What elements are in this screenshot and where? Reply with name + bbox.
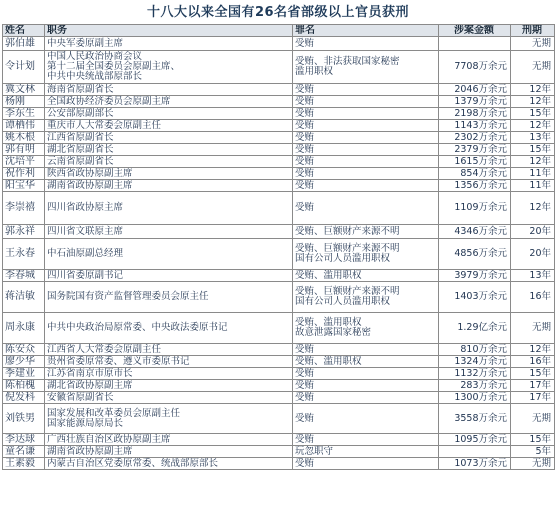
cell-position: 江苏省南京市原市长 [45,368,293,380]
cell-name: 阳宝华 [3,180,45,192]
cell-amount: 810万余元 [439,344,511,356]
cell-position: 湖南省政协原副主席 [45,446,293,458]
cell-term: 11年 [511,168,555,180]
cell-crime: 受贿 [293,392,439,404]
cell-name: 李东生 [3,108,45,120]
cell-amount: 1109万余元 [439,192,511,225]
cell-crime: 受贿 [293,180,439,192]
table-row [3,368,555,380]
cell-amount: 4856万余元 [439,239,511,270]
cell-term: 20年 [511,239,555,270]
cell-term: 12年 [511,120,555,132]
cell-crime: 受贿 [293,108,439,120]
cell-term: 16年 [511,356,555,368]
cell-crime: 受贿、巨额财产来源不明 国有公司人员滥用职权 [293,282,439,313]
document-sheet [2,1,554,470]
table-row [3,239,555,270]
cell-crime: 受贿 [293,37,439,51]
cell-amount: 1324万余元 [439,356,511,368]
cell-position: 中共中央政治局原常委、中央政法委原书记 [45,313,293,344]
cell-crime: 受贿 [293,404,439,434]
header-crime: 罪名 [293,25,439,37]
table-row [3,458,555,470]
cell-term: 12年 [511,84,555,96]
cell-position: 湖北省原副省长 [45,144,293,156]
cell-term: 无期 [511,458,555,470]
cell-position: 内蒙古自治区党委原常委、统战部原部长 [45,458,293,470]
cell-name: 李春城 [3,270,45,282]
cell-position: 广西壮族自治区政协原副主席 [45,434,293,446]
table-row [3,270,555,282]
table-row [3,168,555,180]
cell-name: 令计划 [3,51,45,84]
cell-position: 江西省原副省长 [45,132,293,144]
cell-crime: 受贿 [293,168,439,180]
cell-term: 11年 [511,180,555,192]
cell-term: 无期 [511,313,555,344]
cell-crime: 受贿、滥用职权 [293,356,439,368]
cell-term: 17年 [511,380,555,392]
cell-amount: 1132万余元 [439,368,511,380]
cell-crime: 受贿 [293,344,439,356]
cell-position: 中石油原副总经理 [45,239,293,270]
cell-crime: 玩忽职守 [293,446,439,458]
cell-term: 16年 [511,282,555,313]
cell-name: 谭栖伟 [3,120,45,132]
table-row [3,144,555,156]
table-row [3,37,555,51]
cell-name: 郭伯雄 [3,37,45,51]
cell-position: 云南省原副省长 [45,156,293,168]
cell-position: 全国政协经济委员会原副主席 [45,96,293,108]
cell-crime: 受贿 [293,192,439,225]
header-position: 职务 [45,25,293,37]
cell-amount: 2379万余元 [439,144,511,156]
cell-term: 15年 [511,108,555,120]
officials-table [2,24,555,470]
cell-term: 20年 [511,225,555,239]
cell-amount: 7708万余元 [439,51,511,84]
cell-name: 李崇禧 [3,192,45,225]
table-row [3,108,555,120]
cell-name: 冀文林 [3,84,45,96]
cell-position: 湖北省政协原副主席 [45,380,293,392]
cell-name: 沈培平 [3,156,45,168]
cell-term: 15年 [511,434,555,446]
cell-position: 陕西省政协原副主席 [45,168,293,180]
cell-amount: 3979万余元 [439,270,511,282]
cell-crime: 受贿 [293,120,439,132]
cell-position: 四川省文联原主席 [45,225,293,239]
cell-crime: 受贿 [293,144,439,156]
cell-amount [439,446,511,458]
cell-amount: 2302万余元 [439,132,511,144]
cell-term: 无期 [511,404,555,434]
cell-term: 12年 [511,192,555,225]
table-header-row [3,25,555,37]
table-row [3,156,555,168]
cell-term: 13年 [511,270,555,282]
cell-crime: 受贿 [293,132,439,144]
cell-position: 贵州省委原常委、遵义市委原书记 [45,356,293,368]
cell-position: 江西省人大常委会原副主任 [45,344,293,356]
cell-amount: 1095万余元 [439,434,511,446]
cell-term: 13年 [511,132,555,144]
header-name: 姓名 [3,25,45,37]
cell-name: 杨刚 [3,96,45,108]
cell-name: 郭永祥 [3,225,45,239]
table-row [3,180,555,192]
table-row [3,282,555,313]
cell-crime: 受贿 [293,156,439,168]
cell-crime: 受贿 [293,380,439,392]
table-row [3,380,555,392]
cell-name: 郭有明 [3,144,45,156]
cell-amount: 1143万余元 [439,120,511,132]
cell-crime: 受贿、滥用职权 [293,270,439,282]
cell-position: 国家发展和改革委员会原副主任 国家能源局原局长 [45,404,293,434]
cell-term: 无期 [511,37,555,51]
table-row [3,313,555,344]
table-row [3,192,555,225]
table-row [3,404,555,434]
table-row [3,84,555,96]
cell-position: 公安部原副部长 [45,108,293,120]
cell-amount: 4346万余元 [439,225,511,239]
cell-position: 国务院国有资产监督管理委员会原主任 [45,282,293,313]
cell-amount: 2046万余元 [439,84,511,96]
cell-amount: 854万余元 [439,168,511,180]
cell-position: 海南省原副省长 [45,84,293,96]
table-row [3,446,555,458]
cell-term: 12年 [511,96,555,108]
cell-amount: 283万余元 [439,380,511,392]
cell-crime: 受贿、滥用职权 故意泄露国家秘密 [293,313,439,344]
cell-term: 15年 [511,368,555,380]
cell-position: 中央军委原副主席 [45,37,293,51]
cell-position: 四川省政协原主席 [45,192,293,225]
cell-position: 中国人民政治协商会议 第十二届全国委员会原副主席、 中共中央统战部原部长 [45,51,293,84]
cell-amount: 1073万余元 [439,458,511,470]
cell-term: 5年 [511,446,555,458]
cell-term: 12年 [511,156,555,168]
cell-name: 廖少华 [3,356,45,368]
table-row [3,51,555,84]
table-row [3,132,555,144]
cell-name: 王永春 [3,239,45,270]
cell-amount: 1.29亿余元 [439,313,511,344]
cell-amount: 1379万余元 [439,96,511,108]
cell-amount: 2198万余元 [439,108,511,120]
cell-position: 安徽省原副省长 [45,392,293,404]
cell-amount: 1300万余元 [439,392,511,404]
table-row [3,120,555,132]
cell-term: 12年 [511,344,555,356]
cell-amount: 1403万余元 [439,282,511,313]
cell-term: 15年 [511,144,555,156]
cell-name: 周永康 [3,313,45,344]
cell-amount [439,37,511,51]
cell-name: 陈安众 [3,344,45,356]
cell-name: 季建业 [3,368,45,380]
cell-crime: 受贿、巨额财产来源不明 [293,225,439,239]
cell-name: 倪发科 [3,392,45,404]
header-term: 刑期 [511,25,555,37]
table-row [3,434,555,446]
cell-crime: 受贿 [293,458,439,470]
cell-amount: 1615万余元 [439,156,511,168]
cell-name: 王素毅 [3,458,45,470]
cell-crime: 受贿 [293,434,439,446]
cell-position: 湖南省政协原副主席 [45,180,293,192]
cell-crime: 受贿 [293,96,439,108]
table-row [3,356,555,368]
cell-crime: 受贿 [293,84,439,96]
cell-name: 陈柏槐 [3,380,45,392]
cell-name: 刘铁男 [3,404,45,434]
document-title: 十八大以来全国有26名省部级以上官员获刑 [146,5,410,20]
cell-name: 李达球 [3,434,45,446]
cell-name: 童名谦 [3,446,45,458]
cell-crime: 受贿 [293,368,439,380]
cell-name: 姚木根 [3,132,45,144]
table-row [3,96,555,108]
cell-term: 无期 [511,51,555,84]
table-row [3,392,555,404]
cell-amount: 1356万余元 [439,180,511,192]
cell-position: 重庆市人大常委会原副主任 [45,120,293,132]
cell-crime: 受贿、非法获取国家秘密 滥用职权 [293,51,439,84]
cell-name: 蒋洁敏 [3,282,45,313]
cell-term: 17年 [511,392,555,404]
cell-amount: 3558万余元 [439,404,511,434]
cell-name: 祝作利 [3,168,45,180]
table-row [3,225,555,239]
header-amount: 涉案金额 [439,25,511,37]
cell-position: 四川省委原副书记 [45,270,293,282]
table-row [3,344,555,356]
cell-crime: 受贿、巨额财产来源不明 国有公司人员滥用职权 [293,239,439,270]
